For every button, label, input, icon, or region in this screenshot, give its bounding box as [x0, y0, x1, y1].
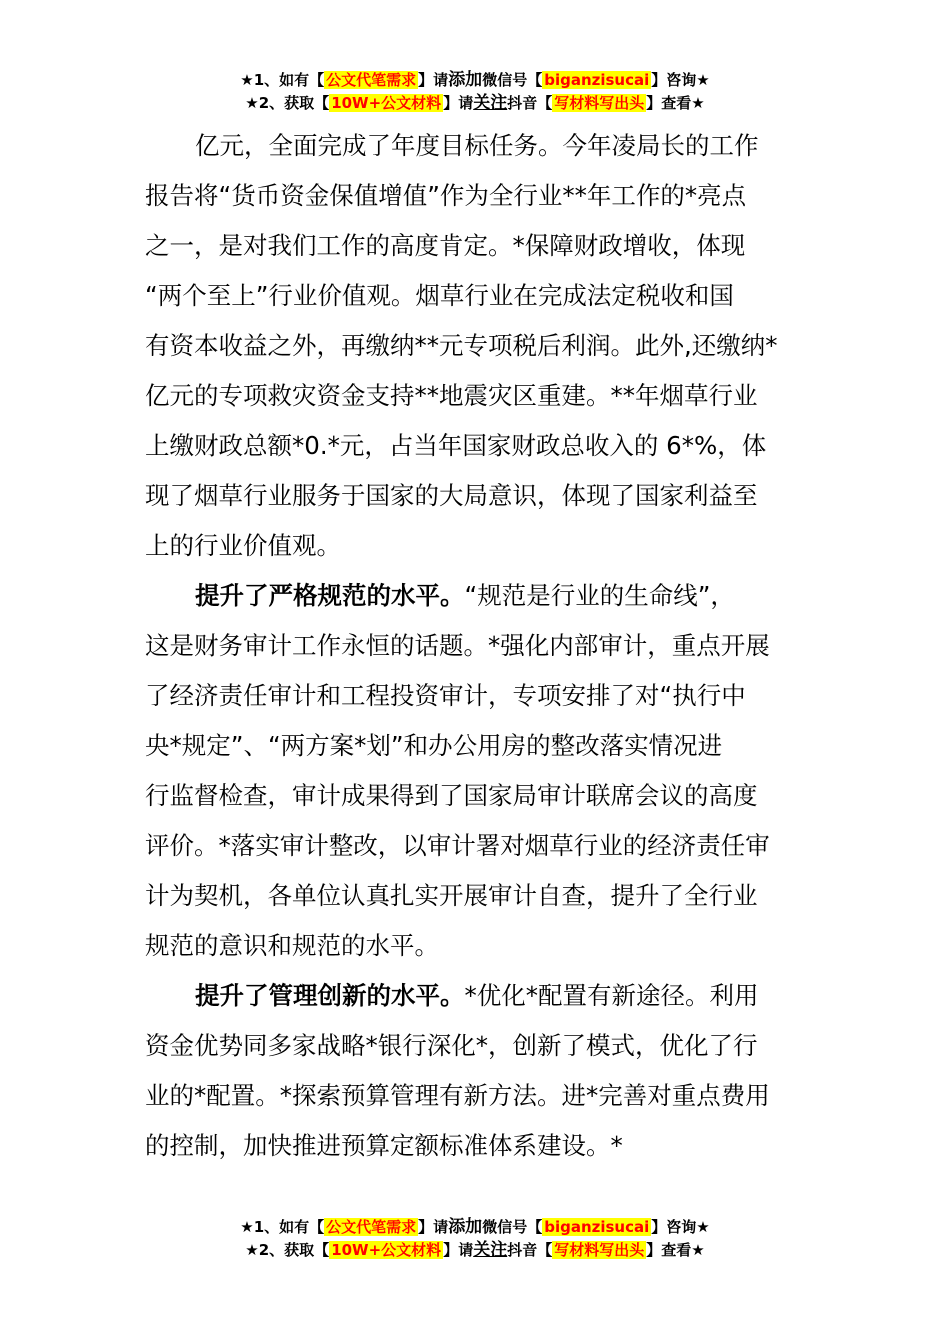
header-follow-text: 关注: [473, 93, 508, 113]
footer-wechat-id: biganzisucai: [544, 1218, 650, 1236]
p1-line: 亿元的专项救灾资金支持**地震灾区重建。**年烟草行业: [145, 381, 758, 410]
p2-line: 评价。*落实审计整改，以审计署对烟草行业的经济责任审: [145, 831, 770, 860]
footer-line1-suffix: 】咨询★: [651, 1218, 710, 1236]
footer-line1-mid2: 微信号【: [482, 1218, 543, 1236]
footer-line-1: [0, 1216, 950, 1239]
footer-line2-suffix: 】查看★: [646, 1241, 705, 1259]
footer-line1-mid1: 】请: [418, 1218, 449, 1236]
header-line1-suffix: 】咨询★: [651, 71, 710, 89]
header-line-1: [0, 69, 950, 92]
p2-first-line: [145, 571, 805, 621]
p1-line: 上缴财政总额*0.*元，占当年国家财政总收入的 6*%，体: [145, 431, 767, 460]
document-body: [145, 121, 805, 1171]
p3-heading: 提升了管理创新的水平。: [195, 981, 465, 1010]
p2-line: 规范的意识和规范的水平。: [145, 931, 439, 960]
p1-line: 亿元，全面完成了年度目标任务。今年凌局长的工作: [195, 131, 759, 160]
p3-line: 的控制，加快推进预算定额标准体系建设。*: [145, 1131, 623, 1160]
p2-first-rest: “规范是行业的生命线”，: [464, 581, 735, 610]
header-line-2: [0, 92, 950, 115]
p2-line: 了经济责任审计和工程投资审计，专项安排了对“执行中: [145, 681, 746, 710]
header-line2-suffix: 】查看★: [646, 94, 705, 112]
p3-line: 资金优势同多家战略*银行深化*，创新了模式，优化了行: [145, 1031, 758, 1060]
footer-line1-prefix: ★1、如有【: [240, 1218, 325, 1236]
header-line1-prefix: ★1、如有【: [240, 71, 325, 89]
p1-line: “两个至上”行业价值观。烟草行业在完成法定税收和国: [145, 281, 734, 310]
footer-line2-mid1: 】请: [443, 1241, 474, 1259]
footer-douyin-id: 写材料写出头: [554, 1241, 645, 1259]
p3-first-line: [145, 971, 805, 1021]
p1-line: 有资本收益之外，再缴纳**元专项税后利润。此外,还缴纳*: [145, 331, 778, 360]
p2-line: 计为契机，各单位认真扎实开展审计自查，提升了全行业: [145, 881, 758, 910]
p2-line: 行监督检查，审计成果得到了国家局审计联席会议的高度: [145, 781, 758, 810]
p1-line: 报告将“货币资金保值增值”作为全行业**年工作的*亮点: [145, 181, 747, 210]
header-line2-prefix: ★2、获取【: [245, 94, 330, 112]
p2-heading: 提升了严格规范的水平。: [195, 581, 465, 610]
footer-demand-highlight: 公文代笔需求: [326, 1218, 417, 1236]
header-douyin-id: 写材料写出头: [554, 94, 645, 112]
header-demand-highlight: 公文代笔需求: [326, 71, 417, 89]
footer-line-2: [0, 1239, 950, 1262]
footer-follow-text: 关注: [473, 1240, 508, 1260]
header-line1-mid2: 微信号【: [482, 71, 543, 89]
footer-add-text: 添加: [448, 1217, 483, 1237]
footer-line2-mid2: 抖音【: [507, 1241, 553, 1259]
footer-materials-highlight: 10W+公文材料: [331, 1241, 442, 1259]
p3-first-rest: *优化*配置有新途径。利用: [464, 981, 759, 1010]
p1-line: 上的行业价值观。: [145, 531, 341, 560]
footer-banner: [0, 1216, 950, 1262]
p2-line: 这是财务审计工作永恒的话题。*强化内部审计，重点开展: [145, 631, 770, 660]
header-line2-mid2: 抖音【: [507, 94, 553, 112]
p1-line: 之一，是对我们工作的高度肯定。*保障财政增收，体现: [145, 231, 746, 260]
p1-line: 现了烟草行业服务于国家的大局意识，体现了国家利益至: [145, 481, 758, 510]
header-line1-mid1: 】请: [418, 71, 449, 89]
footer-line2-prefix: ★2、获取【: [245, 1241, 330, 1259]
header-materials-highlight: 10W+公文材料: [331, 94, 442, 112]
p2-line: 央*规定”、“两方案*划”和办公用房的整改落实情况进: [145, 731, 723, 760]
p3-line: 业的*配置。*探索预算管理有新方法。进*完善对重点费用: [145, 1081, 770, 1110]
header-wechat-id: biganzisucai: [544, 71, 650, 89]
header-banner: [0, 69, 950, 115]
header-line2-mid1: 】请: [443, 94, 474, 112]
header-add-text: 添加: [448, 70, 483, 90]
